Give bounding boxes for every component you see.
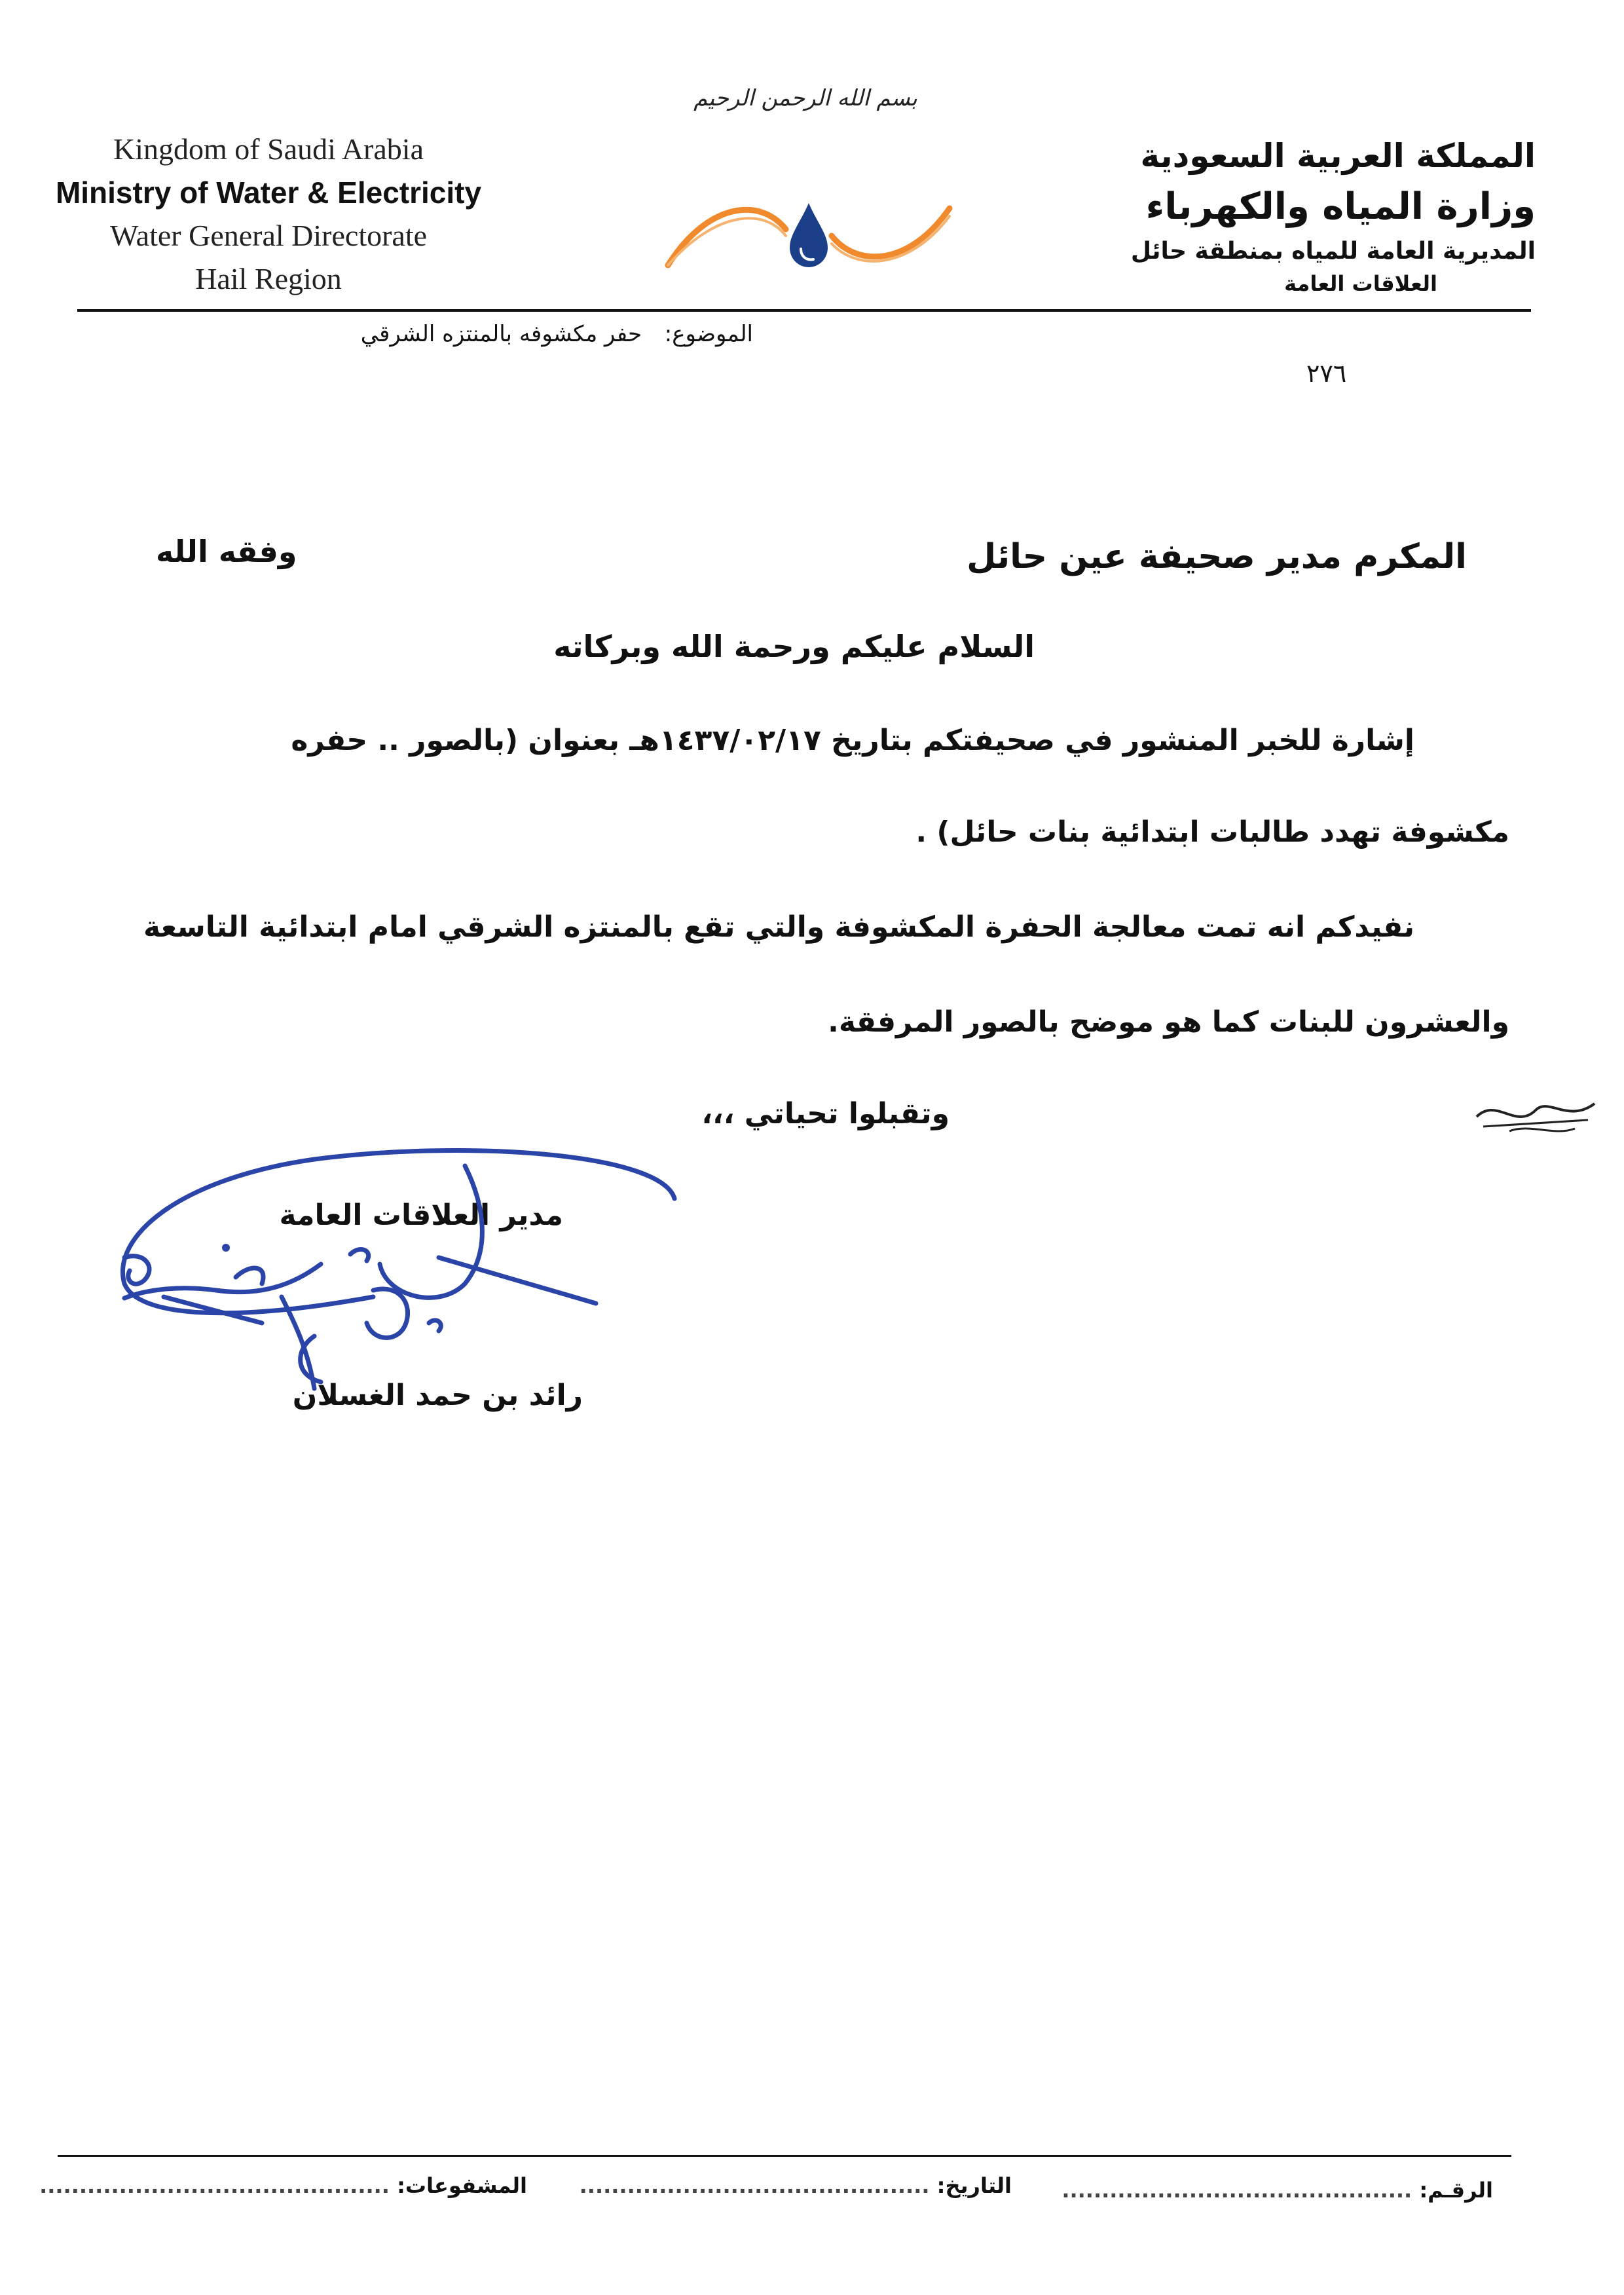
signer-name: رائد بن حمد الغسلان xyxy=(292,1379,583,1412)
english-header-line1: Kingdom of Saudi Arabia xyxy=(113,132,424,166)
footer-attachments-field xyxy=(39,2173,527,2198)
english-header xyxy=(52,128,485,301)
footer-date-label: التاريخ: xyxy=(936,2173,1012,2198)
subject-label: الموضوع: xyxy=(664,321,753,347)
letter-greeting: السلام عليكم ورحمة الله وبركاته xyxy=(553,629,1035,664)
arabic-header xyxy=(1077,131,1536,297)
paragraph1-line1: إشارة للخبر المنشور في صحيفتكم بتاريخ ١٤٣٧/٠٢/١٧هـ بعنوان (بالصور .. حفره xyxy=(291,724,1414,757)
handwritten-signature xyxy=(98,1127,688,1402)
letter-recipient: المكرم مدير صحيفة عين حائل xyxy=(967,537,1467,576)
paragraph2-line2: والعشرون للبنات كما هو موضح بالصور المرفقة. xyxy=(828,1005,1509,1039)
paragraph2-line1: نفيدكم انه تمت معالجة الحفرة المكشوفة والتي تقع بالمنتزه الشرقي امام ابتدائية التاسعة xyxy=(143,910,1414,944)
water-drop-icon xyxy=(661,190,956,275)
initials-mark xyxy=(1470,1091,1601,1149)
paragraph1-line2: مكشوفة تهدد طالبات ابتدائية بنات حائل) . xyxy=(915,815,1509,849)
footer-number-dots: ............................................ xyxy=(1061,2178,1412,2203)
ministry-logo xyxy=(661,190,956,275)
footer-attachments-label: المشفوعات: xyxy=(397,2173,527,2198)
arabic-header-line2: وزارة المياه والكهرباء xyxy=(1145,185,1536,228)
english-header-line2: Ministry of Water & Electricity xyxy=(55,176,482,210)
footer-number-label: الرقـم: xyxy=(1419,2178,1493,2203)
footer-attachments-dots: ............................................ xyxy=(39,2173,390,2198)
header-divider xyxy=(77,309,1531,312)
subject-line xyxy=(361,321,753,347)
arabic-header-line3: المديرية العامة للمياه بمنطقة حائل xyxy=(1130,238,1536,265)
english-header-line4: Hail Region xyxy=(195,262,342,295)
reference-number: ٢٧٦ xyxy=(1306,359,1347,388)
footer-date-field xyxy=(580,2173,1012,2198)
arabic-header-line1: المملكة العربية السعودية xyxy=(1140,137,1536,175)
subject-text: حفر مكشوفه بالمنتزه الشرقي xyxy=(360,321,642,347)
footer-date-dots: ............................................ xyxy=(579,2173,930,2198)
english-header-line3: Water General Directorate xyxy=(109,219,428,252)
footer-divider xyxy=(58,2155,1511,2157)
footer-number-field xyxy=(1061,2178,1493,2203)
signer-title: مدير العلاقات العامة xyxy=(279,1199,563,1232)
letter-blessing: وفقه الله xyxy=(156,534,297,569)
basmala: بسم الله الرحمن الرحيم xyxy=(693,85,917,111)
letter-closing: وتقبلوا تحياتي ،،، xyxy=(701,1097,950,1130)
arabic-header-line4: العلاقات العامة xyxy=(1284,271,1437,296)
